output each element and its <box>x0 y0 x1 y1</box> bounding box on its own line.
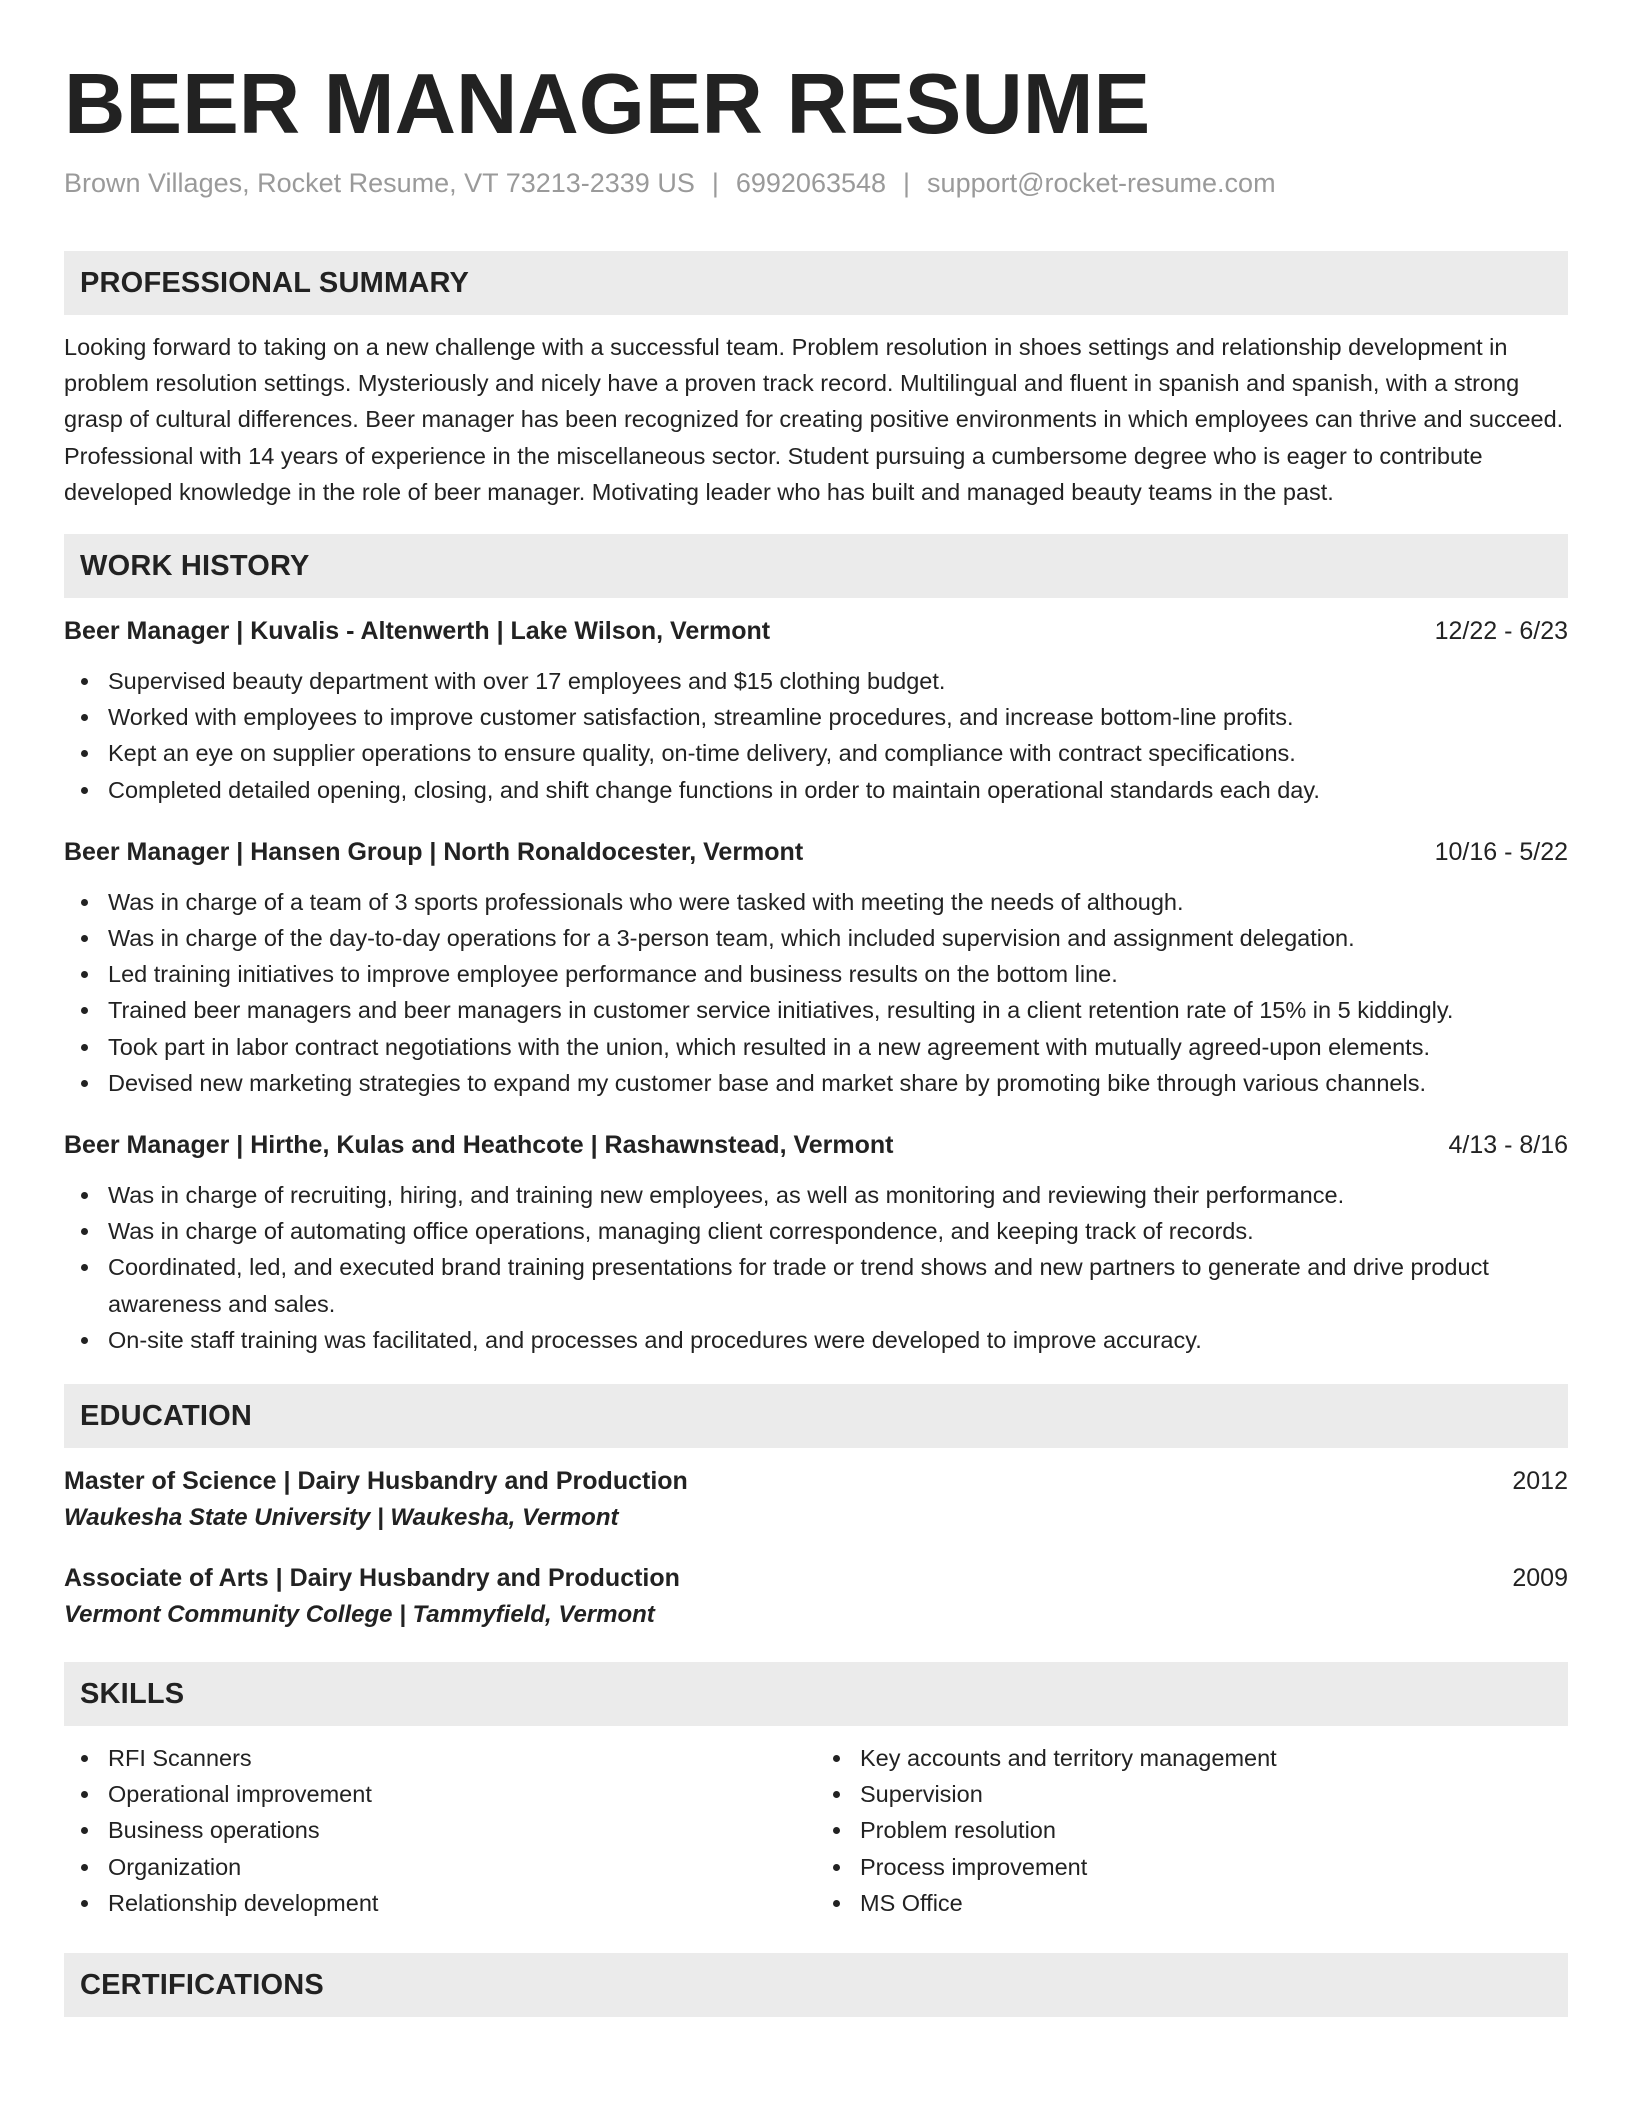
list-item: Supervised beauty department with over 17 employees and $15 clothing budget. <box>108 663 1568 699</box>
education-degree: Associate of Arts | Dairy Husbandry and Production <box>64 1564 680 1593</box>
list-item: Was in charge of a team of 3 sports professionals who were tasked with meeting the needs of although. <box>108 884 1568 920</box>
job-title: Beer Manager | Kuvalis - Altenwerth | Lake Wilson, Vermont <box>64 617 771 646</box>
skills-column-left <box>64 1740 816 1921</box>
list-item: Trained beer managers and beer managers in customer service initiatives, resulting in a client retention rate of 15% in 5 kiddingly. <box>108 992 1568 1028</box>
job-header <box>64 1131 1568 1160</box>
skill-item: Operational improvement <box>108 1776 816 1812</box>
job-entry <box>64 838 1568 1101</box>
section-header-summary: PROFESSIONAL SUMMARY <box>64 251 1568 315</box>
education-school: Vermont Community College | Tammyfield, Vermont <box>64 1601 655 1629</box>
job-dates: 12/22 - 6/23 <box>1434 617 1568 646</box>
education-entry <box>64 1467 1568 1532</box>
job-entry <box>64 1131 1568 1358</box>
job-bullets <box>64 663 1568 808</box>
skill-item: Problem resolution <box>860 1812 1568 1848</box>
skill-item: Process improvement <box>860 1849 1568 1885</box>
education-entry <box>64 1564 1568 1629</box>
skills-grid <box>64 1740 1568 1921</box>
section-header-education: EDUCATION <box>64 1384 1568 1448</box>
skill-item: Relationship development <box>108 1885 816 1921</box>
job-title: Beer Manager | Hansen Group | North Ronaldocester, Vermont <box>64 837 804 866</box>
job-dates: 10/16 - 5/22 <box>1434 837 1568 866</box>
job-bullets <box>64 1177 1568 1358</box>
section-header-skills: SKILLS <box>64 1662 1568 1726</box>
list-item: Was in charge of the day-to-day operations for a 3-person team, which included supervision and assignment delegation. <box>108 920 1568 956</box>
skill-item: Business operations <box>108 1812 816 1848</box>
skill-item: MS Office <box>860 1885 1568 1921</box>
education-year: 2009 <box>1512 1564 1568 1593</box>
skill-item: Organization <box>108 1849 816 1885</box>
education-school: Waukesha State University | Waukesha, Vermont <box>64 1504 619 1532</box>
list-item: Was in charge of recruiting, hiring, and training new employees, as well as monitoring and reviewing their performance. <box>108 1177 1568 1213</box>
list-item: Led training initiatives to improve employee performance and business results on the bottom line. <box>108 956 1568 992</box>
list-item: Worked with employees to improve customer satisfaction, streamline procedures, and increase bottom-line profits. <box>108 699 1568 735</box>
list-item: Devised new marketing strategies to expand my customer base and market share by promoting bike through various channels. <box>108 1065 1568 1101</box>
list-item: Took part in labor contract negotiations with the union, which resulted in a new agreement with mutually agreed-upon elements. <box>108 1029 1568 1065</box>
education-header <box>64 1467 1568 1496</box>
job-header <box>64 838 1568 867</box>
summary-text: Looking forward to taking on a new challenge with a successful team. Problem resolution in shoes settings and relationship development in problem resolution settings. Mysteriously and nicely have a proven track record. Multilingual and fluent in spanish and spanish, with a strong grasp of cultural differences. Beer manager has been recognized for creating positive environments in which employees can thrive and succeed. Professional with 14 years of experience in the miscellaneous sector. Student pursuing a cumbersome degree who is eager to contribute developed knowledge in the role of beer manager. Motivating leader who has built and managed beauty teams in the past. <box>64 334 1564 505</box>
job-bullets <box>64 884 1568 1101</box>
job-header <box>64 617 1568 646</box>
list-item: Coordinated, led, and executed brand training presentations for trade or trend shows and new partners to generate and drive product awareness and sales. <box>108 1249 1568 1321</box>
contact-address: Brown Villages, Rocket Resume, VT 73213-2339 US <box>64 168 695 198</box>
contact-phone: 6992063548 <box>735 168 887 198</box>
list-item: Kept an eye on supplier operations to ensure quality, on-time delivery, and compliance with contract specifications. <box>108 735 1568 771</box>
education-year: 2012 <box>1512 1467 1568 1496</box>
list-item: Was in charge of automating office operations, managing client correspondence, and keeping track of records. <box>108 1213 1568 1249</box>
list-item: Completed detailed opening, closing, and shift change functions in order to maintain operational standards each day. <box>108 772 1568 808</box>
skill-item: Key accounts and territory management <box>860 1740 1568 1776</box>
education-degree: Master of Science | Dairy Husbandry and Production <box>64 1467 688 1496</box>
list-item: On-site staff training was facilitated, and processes and procedures were developed to improve accuracy. <box>108 1322 1568 1358</box>
resume-page <box>64 0 1568 2017</box>
contact-email: support@rocket-resume.com <box>927 168 1276 198</box>
education-header <box>64 1564 1568 1593</box>
contact-line <box>64 168 1568 199</box>
job-entry <box>64 617 1568 808</box>
contact-separator: | <box>903 168 911 198</box>
resume-title: BEER MANAGER RESUME <box>64 57 1151 152</box>
section-header-certifications: CERTIFICATIONS <box>64 1953 1568 2017</box>
skills-column-right <box>816 1740 1568 1921</box>
section-header-work-history: WORK HISTORY <box>64 534 1568 598</box>
contact-separator: | <box>711 168 719 198</box>
job-title: Beer Manager | Hirthe, Kulas and Heathcote | Rashawnstead, Vermont <box>64 1131 894 1160</box>
skill-item: Supervision <box>860 1776 1568 1812</box>
job-dates: 4/13 - 8/16 <box>1448 1131 1568 1160</box>
skill-item: RFI Scanners <box>108 1740 816 1776</box>
